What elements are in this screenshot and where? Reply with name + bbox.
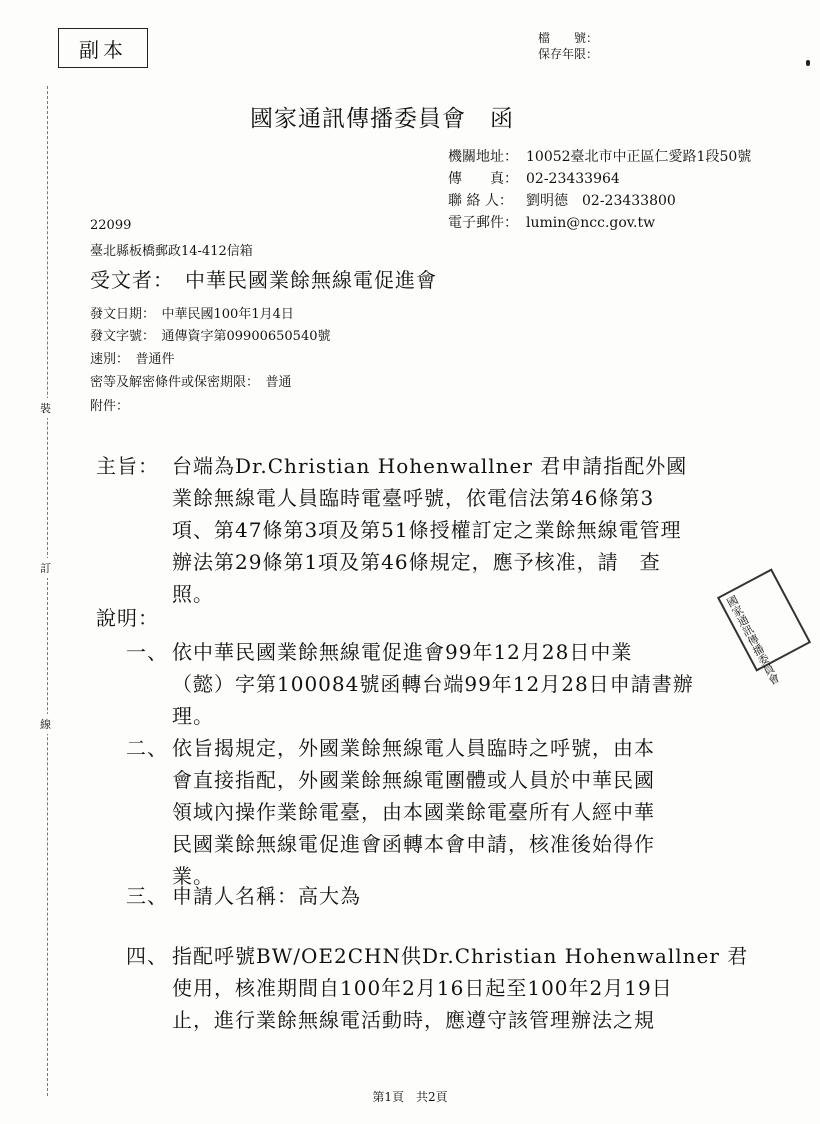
item-line: 民國業餘無線電促進會函轉本會申請，核准後始得作 xyxy=(172,832,655,856)
ink-speck xyxy=(806,60,810,66)
document-number: 發文字號： 通傳資字第09900650540號 xyxy=(90,329,331,344)
binding-mark-xian: 線 xyxy=(40,714,51,734)
subject-label: 主旨： xyxy=(96,454,159,478)
agency-seal-stamp xyxy=(717,568,811,687)
subject-line: 辦法第29條第1項及第46條規定，應予核准，請 查 xyxy=(172,550,661,574)
attachments: 附件： xyxy=(90,399,130,414)
contact-value: lumin@ncc.gov.tw xyxy=(526,215,656,231)
item-number: 四、 xyxy=(126,944,168,968)
recipient-address: 臺北縣板橋郵政14-412信箱 xyxy=(90,244,253,259)
issue-date: 發文日期： 中華民國100年1月4日 xyxy=(90,307,294,322)
item-line: （懿）字第100084號函轉台端99年12月28日申請書辦 xyxy=(172,672,694,696)
page-number: 第1頁 xyxy=(372,1090,404,1104)
item-line: 理。 xyxy=(172,704,214,728)
contact-block xyxy=(448,146,751,234)
file-number-label: 檔 號： xyxy=(538,31,599,45)
contact-person xyxy=(448,190,751,212)
item-number: 三、 xyxy=(126,884,168,908)
contact-email xyxy=(448,212,751,234)
contact-label: 電子郵件： xyxy=(448,215,518,231)
agency-title: 國家通訊傳播委員會 函 xyxy=(250,106,514,132)
seal-text: 國家通訊傳播委員會 xyxy=(723,593,782,687)
page-total: 共2頁 xyxy=(416,1090,448,1104)
binding-mark-ding: 訂 xyxy=(40,558,51,578)
subject-line: 業餘無線電人員臨時電臺呼號，依電信法第46條第3 xyxy=(172,486,655,510)
subject-line: 項、第47條第3項及第51條授權訂定之業餘無線電管理 xyxy=(172,518,682,542)
item-line: 依中華民國業餘無線電促進會99年12月28日中業 xyxy=(172,640,633,664)
item-number: 一、 xyxy=(126,640,168,664)
subject-line: 台端為Dr.Christian Hohenwallner 君申請指配外國 xyxy=(172,454,688,478)
item-line: 使用，核准期間自100年2月16日起至100年2月19日 xyxy=(172,976,673,1000)
contact-label: 機關地址： xyxy=(448,149,518,165)
item-line: 業。 xyxy=(172,864,214,888)
contact-label: 傳 真： xyxy=(448,171,518,187)
binding-mark-zhuang: 裝 xyxy=(40,398,51,418)
recipient-line: 受文者： 中華民國業餘無線電促進會 xyxy=(90,268,437,292)
item-line: 會直接指配，外國業餘無線電團體或人員於中華民國 xyxy=(172,768,655,792)
contact-address xyxy=(448,146,751,168)
contact-label: 聯 絡 人： xyxy=(448,193,513,209)
contact-value: 劉明德 02-23433800 xyxy=(526,193,676,209)
contact-value: 10052臺北市中正區仁愛路1段50號 xyxy=(526,149,752,165)
contact-value: 02-23433964 xyxy=(526,171,620,187)
copy-stamp: 副本 xyxy=(58,28,148,68)
binding-line xyxy=(47,86,48,1096)
item-line: 止，進行業餘無線電活動時，應遵守該管理辦法之規 xyxy=(172,1008,655,1032)
security-level: 密等及解密條件或保密期限： 普通 xyxy=(90,375,292,390)
item-line: 依旨揭規定，外國業餘無線電人員臨時之呼號，由本 xyxy=(172,736,655,760)
retention-label: 保存年限： xyxy=(538,47,599,61)
explanation-label: 說明： xyxy=(96,606,159,630)
item-line: 申請人名稱：高大為 xyxy=(172,884,361,908)
page-footer xyxy=(0,1088,820,1105)
postal-code: 22099 xyxy=(90,218,132,233)
contact-fax xyxy=(448,168,751,190)
item-number: 二、 xyxy=(126,736,168,760)
subject-line: 照。 xyxy=(172,582,214,606)
speed-level: 速別： 普通件 xyxy=(90,352,175,367)
item-line: 指配呼號BW/OE2CHN供Dr.Christian Hohenwallner 君 xyxy=(172,944,749,968)
item-line: 領域內操作業餘電臺，由本國業餘電臺所有人經中華 xyxy=(172,800,655,824)
